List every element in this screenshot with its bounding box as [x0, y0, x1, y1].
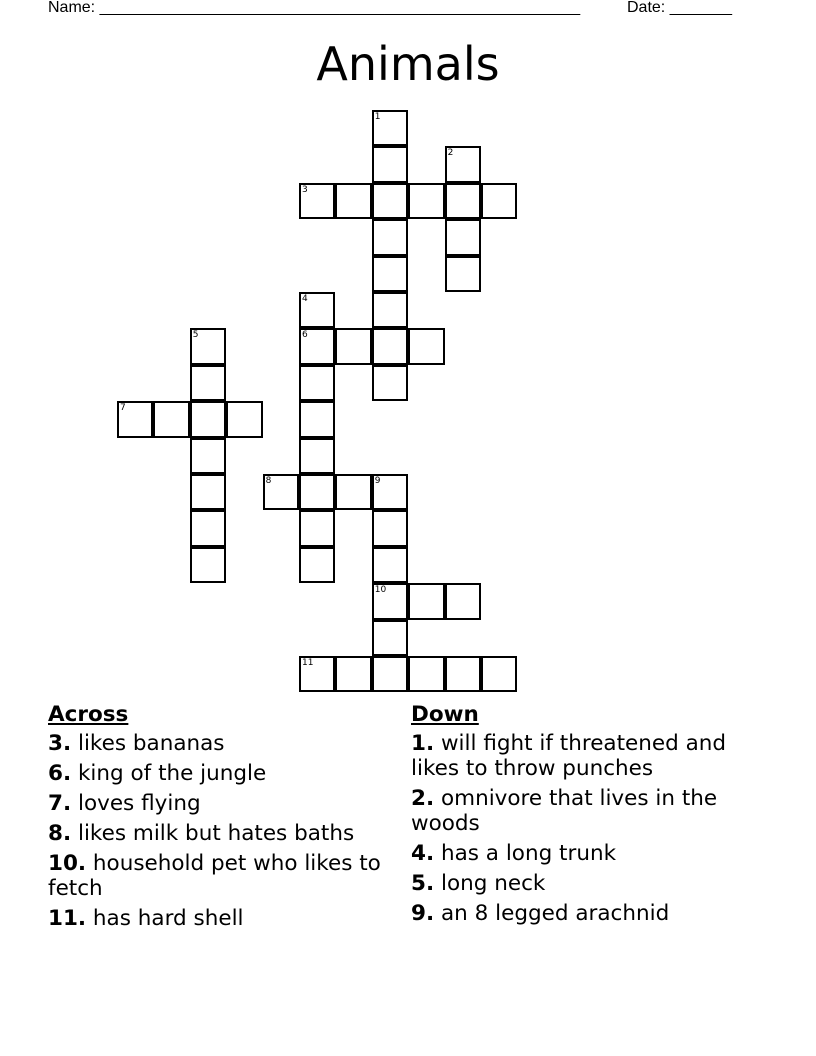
clue-number: 10.	[48, 851, 87, 876]
clue-text: likes bananas	[71, 731, 225, 756]
clue-text: will fight if threatened and likes to throw punches	[411, 731, 727, 781]
clue-number: 9.	[411, 901, 435, 926]
cell-number: 5	[192, 330, 199, 341]
down-clue	[411, 731, 741, 781]
crossword-cell[interactable]	[263, 474, 299, 510]
crossword-cell[interactable]	[190, 328, 226, 364]
crossword-cell[interactable]	[445, 583, 481, 619]
across-clue	[48, 821, 388, 846]
crossword-cell[interactable]	[190, 510, 226, 546]
clue-text: an 8 legged arachnid	[434, 901, 670, 926]
down-heading: Down	[411, 702, 479, 727]
crossword-cell[interactable]	[190, 474, 226, 510]
across-clue	[48, 761, 388, 786]
crossword-cell[interactable]	[226, 401, 262, 437]
across-clue	[48, 791, 388, 816]
crossword-cell[interactable]	[117, 401, 153, 437]
cell-number: 1	[374, 112, 381, 122]
across-heading: Across	[48, 702, 129, 727]
crossword-cell[interactable]	[335, 474, 371, 510]
crossword-cell[interactable]	[372, 583, 408, 619]
clue-number: 7.	[48, 791, 72, 816]
crossword-cell[interactable]	[299, 510, 335, 546]
clue-text: long neck	[434, 871, 546, 896]
name-field[interactable]: Name: ______________________________________________________	[48, 0, 581, 16]
crossword-cell[interactable]	[299, 365, 335, 401]
clue-number: 11.	[48, 906, 87, 931]
crossword-cell[interactable]	[335, 656, 371, 692]
crossword-cell[interactable]	[445, 256, 481, 292]
crossword-cell[interactable]	[372, 547, 408, 583]
clue-number: 5.	[411, 871, 435, 896]
down-clue	[411, 786, 741, 836]
clue-number: 8.	[48, 821, 72, 846]
crossword-cell[interactable]	[372, 256, 408, 292]
crossword-cell[interactable]	[299, 438, 335, 474]
crossword-cell[interactable]	[299, 547, 335, 583]
date-field[interactable]: Date: _______	[627, 0, 732, 16]
cell-number: 11	[302, 658, 314, 668]
crossword-cell[interactable]	[481, 183, 517, 219]
crossword-cell[interactable]	[481, 656, 517, 692]
clue-number: 1.	[411, 731, 435, 756]
crossword-cell[interactable]	[408, 583, 444, 619]
crossword-cell[interactable]	[408, 328, 444, 364]
crossword-cell[interactable]	[445, 219, 481, 255]
crossword-cell[interactable]	[335, 328, 371, 364]
cell-number: 8	[265, 476, 272, 486]
crossword-cell[interactable]	[372, 620, 408, 656]
crossword-cell[interactable]	[408, 656, 444, 692]
crossword-cell[interactable]	[372, 110, 408, 146]
cell-number: 4	[302, 294, 308, 304]
crossword-cell[interactable]	[372, 365, 408, 401]
clue-text: omnivore that lives in the woods	[411, 786, 718, 836]
crossword-cell[interactable]	[445, 656, 481, 692]
clue-text: has hard shell	[86, 906, 244, 931]
crossword-cell[interactable]	[372, 219, 408, 255]
clue-text: king of the jungle	[71, 761, 267, 786]
crossword-cell[interactable]	[190, 365, 226, 401]
down-clue	[411, 841, 741, 866]
cell-number: 10	[374, 585, 387, 596]
crossword-cell[interactable]	[190, 547, 226, 583]
crossword-cell[interactable]	[299, 656, 335, 692]
down-clue	[411, 901, 741, 926]
across-clues	[48, 702, 388, 936]
crossword-cell[interactable]	[445, 146, 481, 182]
across-clue	[48, 906, 388, 931]
crossword-cell[interactable]	[372, 656, 408, 692]
clue-text: household pet who likes to fetch	[48, 851, 381, 901]
down-clues	[411, 702, 741, 931]
clue-number: 4.	[411, 841, 435, 866]
crossword-cell[interactable]	[299, 401, 335, 437]
clue-text: has a long trunk	[434, 841, 617, 866]
crossword-cell[interactable]	[299, 183, 335, 219]
cell-number: 7	[120, 403, 126, 414]
cell-number: 9	[374, 476, 381, 486]
clue-number: 3.	[48, 731, 72, 756]
across-clue	[48, 731, 388, 756]
crossword-cell[interactable]	[372, 510, 408, 546]
clue-text: likes milk but hates baths	[71, 821, 355, 846]
crossword-cell[interactable]	[299, 292, 335, 328]
crossword-cell[interactable]	[190, 401, 226, 437]
crossword-cell[interactable]	[335, 183, 371, 219]
cell-number: 6	[302, 330, 308, 341]
crossword-cell[interactable]	[190, 438, 226, 474]
crossword-cell[interactable]	[299, 328, 335, 364]
crossword-cell[interactable]	[445, 183, 481, 219]
crossword-cell[interactable]	[372, 328, 408, 364]
crossword-cell[interactable]	[372, 474, 408, 510]
page-title: Animals	[316, 37, 500, 91]
crossword-cell[interactable]	[299, 474, 335, 510]
crossword-cell[interactable]	[372, 292, 408, 328]
cell-number: 3	[302, 184, 308, 195]
clue-text: loves flying	[71, 791, 201, 816]
cell-number: 2	[447, 148, 454, 159]
across-clue	[48, 851, 388, 901]
crossword-cell[interactable]	[153, 401, 189, 437]
crossword-cell[interactable]	[372, 183, 408, 219]
down-clue	[411, 871, 741, 896]
crossword-cell[interactable]	[372, 146, 408, 182]
clue-number: 6.	[48, 761, 72, 786]
clue-number: 2.	[411, 786, 435, 811]
crossword-cell[interactable]	[408, 183, 444, 219]
